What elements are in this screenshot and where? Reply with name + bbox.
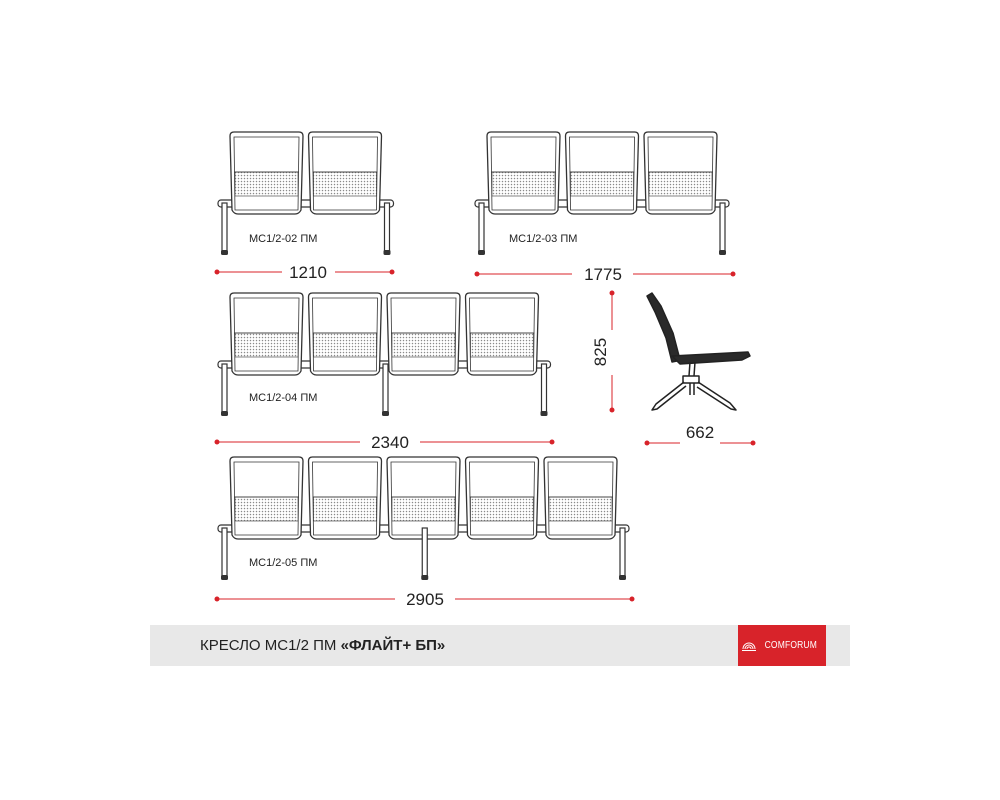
logo-mark-icon	[742, 640, 756, 652]
height-value: 825	[591, 337, 610, 367]
depth-value: 662	[685, 423, 715, 442]
seat	[387, 457, 460, 539]
chair-side-view	[647, 293, 750, 410]
seat	[230, 132, 303, 214]
model-label-03: МС1/2-03 ПМ	[509, 233, 578, 245]
seat	[230, 293, 303, 375]
width-value-03: 1775	[584, 265, 622, 284]
product-title-name: «ФЛАЙТ+ БП»	[340, 637, 446, 654]
seat	[309, 293, 382, 375]
footer-bar	[150, 625, 850, 666]
model-label-02: МС1/2-02 ПМ	[249, 233, 318, 245]
logo-text: COMFORUM	[764, 640, 818, 651]
comforum-logo	[738, 625, 826, 666]
seat	[387, 293, 460, 375]
leg	[222, 203, 227, 252]
middle-leg	[422, 528, 427, 577]
seat	[466, 457, 539, 539]
seat	[644, 132, 717, 214]
seat	[544, 457, 617, 539]
leg	[385, 203, 390, 252]
seat	[309, 457, 382, 539]
leg	[222, 364, 227, 413]
seat	[230, 457, 303, 539]
seat	[566, 132, 639, 214]
seat	[466, 293, 539, 375]
product-title-prefix: КРЕСЛО МС1/2 ПМ	[200, 637, 341, 654]
seat	[487, 132, 560, 214]
leg	[222, 528, 227, 577]
product-title	[200, 637, 445, 654]
width-value-05: 2905	[406, 590, 444, 609]
width-value-04: 2340	[371, 433, 409, 452]
seat	[309, 132, 382, 214]
leg	[720, 203, 725, 252]
leg	[542, 364, 547, 413]
leg	[620, 528, 625, 577]
model-label-05: МС1/2-05 ПМ	[249, 557, 318, 569]
middle-leg	[383, 364, 388, 413]
leg	[479, 203, 484, 252]
model-label-04: МС1/2-04 ПМ	[249, 392, 318, 404]
width-value-02: 1210	[289, 263, 327, 282]
